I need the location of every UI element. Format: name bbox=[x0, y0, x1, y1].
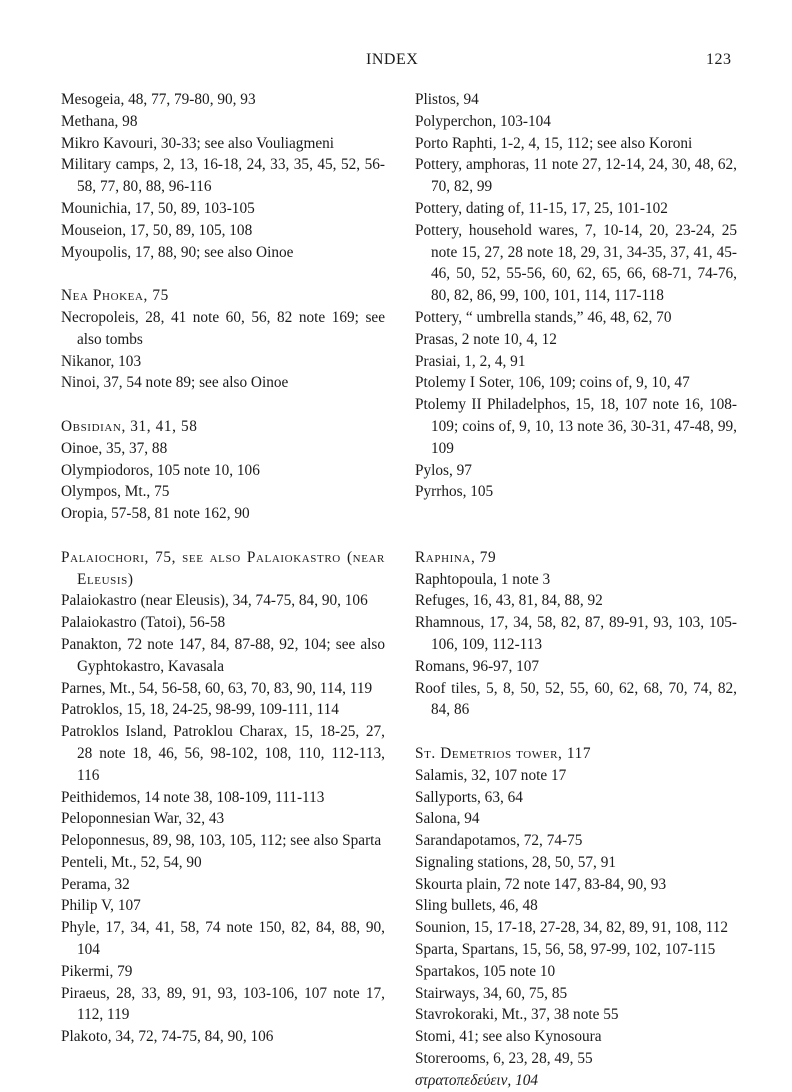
index-entry: Methana, 98 bbox=[61, 112, 138, 130]
index-entry: Prasiai, 1, 2, 4, 91 bbox=[415, 352, 526, 370]
index-entry: Polyperchon, 103-104 bbox=[415, 112, 551, 130]
section-gap bbox=[61, 394, 385, 416]
index-entry: Sallyports, 63, 64 bbox=[415, 788, 523, 806]
index-entry: Necropoleis, 28, 41 note 60, 56, 82 note 169; see also tombs bbox=[61, 308, 385, 348]
index-entry: Prasas, 2 note 10, 4, 12 bbox=[415, 330, 557, 348]
index-entry: Mesogeia, 48, 77, 79-80, 90, 93 bbox=[61, 91, 256, 108]
index-entry: Sparta, Spartans, 15, 56, 58, 97-99, 102, 107-115 bbox=[415, 941, 716, 959]
index-section-heading-entry: Raphina, 79 bbox=[415, 548, 497, 566]
index-section-heading-entry: Nea Phokea, 75 bbox=[61, 287, 169, 305]
index-entry: Pottery, household wares, 7, 10-14, 20, 23-24, 25 note 15, 27, 28 note 18, 29, 31, 34-35, 37, 41, 45-46, 50, 52, 55-56, 60, 62, 65, 66, 68-71, 74-76, 80, 82, 86, 99, 100, 101, 114, 117-118 bbox=[415, 221, 737, 305]
index-entry: Peloponnesus, 89, 98, 103, 105, 112; see also Sparta bbox=[61, 832, 382, 850]
index-entry: Mikro Kavouri, 30-33; see also Vouliagmeni bbox=[61, 134, 335, 152]
index-entry: Storerooms, 6, 23, 28, 49, 55 bbox=[415, 1050, 593, 1068]
index-entry: Patroklos Island, Patroklou Charax, 15, 18-25, 27, 28 note 18, 46, 56, 98-102, 108, 110, 112-113, 116 bbox=[61, 723, 385, 784]
index-entry: Plakoto, 34, 72, 74-75, 84, 90, 106 bbox=[61, 1028, 274, 1046]
index-entry: Stomi, 41; see also Kynosoura bbox=[415, 1028, 602, 1046]
index-entry: Salona, 94 bbox=[415, 810, 480, 828]
index-entry: Stavrokoraki, Mt., 37, 38 note 55 bbox=[415, 1006, 619, 1024]
index-entry: Olympiodoros, 105 note 10, 106 bbox=[61, 461, 260, 479]
index-entry: Ptolemy II Philadelphos, 15, 18, 107 note 16, 108-109; coins of, 9, 10, 13 note 36, 30-31, 47-48, 99, 109 bbox=[415, 396, 737, 457]
index-entry: Phyle, 17, 34, 41, 58, 74 note 150, 82, 84, 88, 90, 104 bbox=[61, 919, 385, 959]
index-section-heading-entry: Obsidian, 31, 41, 58 bbox=[61, 417, 198, 435]
index-entry: Romans, 96-97, 107 bbox=[415, 657, 540, 675]
running-head bbox=[0, 51, 792, 75]
index-entry: Mounichia, 17, 50, 89, 103-105 bbox=[61, 199, 255, 217]
index-entry: Refuges, 16, 43, 81, 84, 88, 92 bbox=[415, 592, 603, 610]
index-entry: Oinoe, 35, 37, 88 bbox=[61, 439, 168, 457]
index-entry: Olympos, Mt., 75 bbox=[61, 483, 170, 501]
index-entry: Pottery, amphoras, 11 note 27, 12-14, 24, 30, 48, 62, 70, 82, 99 bbox=[415, 156, 737, 196]
index-entry: Spartakos, 105 note 10 bbox=[415, 962, 556, 980]
index-section-heading-entry: St. Demetrios tower, 117 bbox=[415, 744, 592, 762]
index-entry: Philip V, 107 bbox=[61, 897, 141, 915]
index-entry: Parnes, Mt., 54, 56-58, 60, 63, 70, 83, 90, 114, 119 bbox=[61, 679, 373, 697]
index-entry: Panakton, 72 note 147, 84, 87-88, 92, 104; see also Gyphtokastro, Kavasala bbox=[61, 635, 385, 675]
index-column-left bbox=[61, 89, 385, 1048]
index-entry: Ninoi, 37, 54 note 89; see also Oinoe bbox=[61, 374, 289, 392]
index-entry: Pikermi, 79 bbox=[61, 962, 133, 980]
index-entry: Oropia, 57-58, 81 note 162, 90 bbox=[61, 505, 250, 523]
index-entry: Sarandapotamos, 72, 74-75 bbox=[415, 832, 583, 850]
index-entry: Rhamnous, 17, 34, 58, 82, 87, 89-91, 93, 103, 105-106, 109, 112-113 bbox=[415, 614, 737, 653]
index-entry: Salamis, 32, 107 note 17 bbox=[415, 766, 567, 784]
index-entry: Sounion, 15, 17-18, 27-28, 34, 82, 89, 91, 108, 112 bbox=[415, 919, 729, 937]
section-gap bbox=[415, 503, 737, 525]
index-entry: Perama, 32 bbox=[61, 875, 130, 893]
section-gap bbox=[415, 525, 737, 547]
index-entry: Military camps, 2, 13, 16-18, 24, 33, 35, 45, 52, 56-58, 77, 80, 88, 96-116 bbox=[61, 156, 385, 196]
index-entry: Skourta plain, 72 note 147, 83-84, 90, 93 bbox=[415, 875, 667, 893]
section-gap bbox=[415, 721, 737, 743]
index-entry: Patroklos, 15, 18, 24-25, 98-99, 109-111, 114 bbox=[61, 701, 339, 719]
index-entry: Peithidemos, 14 note 38, 108-109, 111-113 bbox=[61, 788, 325, 806]
index-section-heading-entry: Palaiochori, 75, see also Palaiokastro (near Eleusis) bbox=[61, 548, 385, 588]
index-entry: Pyrrhos, 105 bbox=[415, 483, 494, 501]
index-entry: Pottery, “ umbrella stands,” 46, 48, 62, 70 bbox=[415, 308, 672, 326]
index-entry: Signaling stations, 28, 50, 57, 91 bbox=[415, 853, 616, 871]
index-entry: Ptolemy I Soter, 106, 109; coins of, 9, 10, 47 bbox=[415, 374, 690, 392]
index-entry: Pottery, dating of, 11-15, 17, 25, 101-102 bbox=[415, 199, 668, 217]
section-gap bbox=[61, 525, 385, 547]
index-entry: Porto Raphti, 1-2, 4, 15, 112; see also Koroni bbox=[415, 134, 693, 152]
index-entry: Roof tiles, 5, 8, 50, 52, 55, 60, 62, 68, 70, 74, 82, 84, 86 bbox=[415, 679, 737, 719]
index-entry: Peloponnesian War, 32, 43 bbox=[61, 810, 225, 828]
section-gap bbox=[61, 263, 385, 285]
index-entry: Myoupolis, 17, 88, 90; see also Oinoe bbox=[61, 243, 294, 261]
index-entry: Penteli, Mt., 52, 54, 90 bbox=[61, 853, 202, 871]
index-entry: Mouseion, 17, 50, 89, 105, 108 bbox=[61, 221, 253, 239]
index-entry: στρατοπεδεύειν, 104 bbox=[415, 1071, 539, 1089]
index-entry: Palaiokastro (Tatoi), 56-58 bbox=[61, 614, 226, 632]
index-column-right bbox=[415, 89, 737, 1092]
index-entry: Sling bullets, 46, 48 bbox=[415, 897, 538, 915]
index-entry: Plistos, 94 bbox=[415, 91, 479, 108]
index-entry: Piraeus, 28, 33, 89, 91, 93, 103-106, 107 note 17, 112, 119 bbox=[61, 984, 385, 1024]
index-entry: Raphtopoula, 1 note 3 bbox=[415, 570, 551, 588]
page-number: 123 bbox=[706, 51, 732, 68]
index-entry: Palaiokastro (near Eleusis), 34, 74-75, 84, 90, 106 bbox=[61, 592, 368, 610]
index-entry: Pylos, 97 bbox=[415, 461, 472, 479]
index-entry: Stairways, 34, 60, 75, 85 bbox=[415, 984, 568, 1002]
index-entry: Nikanor, 103 bbox=[61, 352, 142, 370]
page-title: INDEX bbox=[366, 51, 419, 68]
